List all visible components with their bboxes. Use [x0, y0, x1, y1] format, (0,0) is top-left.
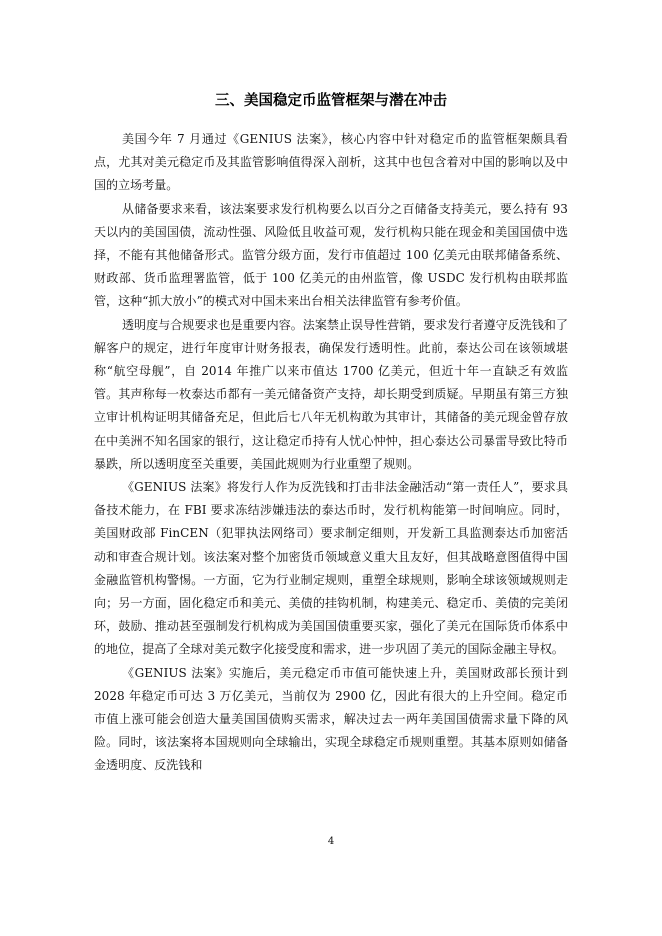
- section-title: 三、美国稳定币监管框架与潜在冲击: [215, 93, 447, 109]
- paragraph: 《GENIUS 法案》将发行人作为反洗钱和打击非法金融活动“第一责任人”，要求具备技术能力，在 FBI 要求冻结涉嫌违法的泰达币时，发行机构能第一时间响应。同时，美国财政部 FinCEN（犯罪执法网络司）要求制定细则，开发新工具监测泰达币加密活动和审查合规计划。该法案对整个加密货币领域意义重大且友好，但其战略意图值得中国金融监管机构警惕。一方面，它为行业制定规则，重塑全球规则，影响全球该领域规则走向；另一方面，固化稳定币和美元、美债的挂钩机制，构建美元、稳定币、美债的完美闭环，鼓励、推动甚至强制发行机构成为美国国债重要买家，强化了美元在国际货币体系中的地位，提高了全球对美元数字化接受度和需求，进一步巩固了美元的国际金融主导权。: [94, 480, 568, 657]
- paragraph: 《GENIUS 法案》实施后，美元稳定币市值可能快速上升，美国财政部长预计到 2028 年稳定币可达 3 万亿美元，当前仅为 2900 亿，因此有很大的上升空间。稳定币市值上涨可能会创造大量美国国债购买需求，解决过去一两年美国国债需求量下降的风险。同时，该法案将本国规则向全球输出，实现全球稳定币规则重塑。其基本原则如储备金透明度、反洗钱和: [94, 665, 568, 773]
- paragraph: 美国今年 7 月通过《GENIUS 法案》，核心内容中针对稳定币的监管框架颇具看点，尤其对美元稳定币及其监管影响值得深入剖析，这其中也包含着对中国的影响以及中国的立场考量。: [94, 132, 568, 193]
- page-number: 4: [327, 836, 335, 847]
- body-text: [94, 128, 568, 778]
- paragraph: 透明度与合规要求也是重要内容。法案禁止误导性营销，要求发行者遵守反洗钱和了解客户的规定，进行年度审计财务报表，确保发行透明性。此前，泰达公司在该领域堪称“航空母舰”，自 2014 年推广以来市值达 1700 亿美元，但近十年一直缺乏有效监管。其声称每一枚泰达币都有一美元储备资产支持，却长期受到质疑。早期虽有第三方独立审计机构证明其储备充足，但此后七八年无机构敢为其审计，其储备的美元现金曾存放在中美洲不知名国家的银行，这让稳定币持有人忧心忡忡，担心泰达公司暴雷导致比特币暴跌，所以透明度至关重要，美国此规则为行业重塑了规则。: [94, 317, 568, 471]
- paragraph: 从储备要求来看，该法案要求发行机构要么以百分之百储备支持美元，要么持有 93 天以内的美国国债，流动性强、风险低且收益可观，发行机构只能在现金和美国国债中选择，不能有其他储备形式。监管分级方面，发行市值超过 100 亿美元由联邦储备系统、财政部、货币监理署监管，低于 100 亿美元的由州监管，像 USDC 发行机构由联邦监管，这种“抓大放小”的模式对中国未来出台相关法律监管有参考价值。: [94, 201, 568, 309]
